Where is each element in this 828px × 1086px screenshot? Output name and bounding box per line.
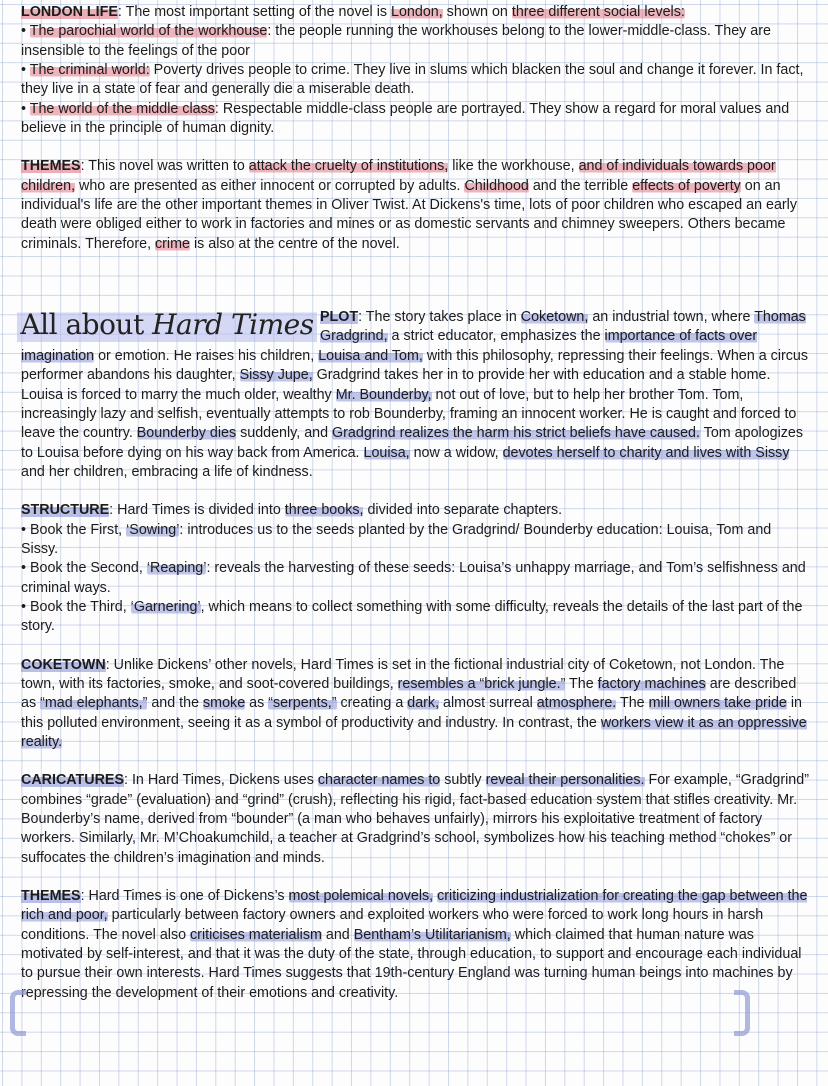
plot-paragraph: PLOT: The story takes place in Coketown, an industrial town, where Thomas Gradgrind, a strict educator, emphasizes the importance of facts over imagination or emotion. He raises his children, Louisa and Tom, with this philosophy, repressing their feelings. When a circus performer abandons his daughter, Sissy Jupe, Gradgrind takes her in to provide her with education and a stable home. Louisa is forced to marry the much older, wealthy Mr. Bounderby, not out of love, but to help her brother Tom. Tom, increasingly lazy and selfish, eventually attempts to rob Bounderby, framing an innocent worker. He is caught and forced to leave the country. Bounderby dies suddenly, and Gradgrind realizes the harm his strict beliefs have caused. Tom apologizes to Louisa before dying on his way back from America. Louisa, now a widow, devotes herself to charity and lives with Sissy and her children, embracing a life of kindness. bbox=[21, 309, 809, 480]
section-label: THEMES bbox=[21, 158, 81, 175]
section-label: PLOT bbox=[320, 309, 359, 326]
highlight: Thomas Gradgrind, bbox=[320, 309, 806, 345]
bullet-item: • The world of the middle class: Respectable middle-class people are portrayed. They show a regard for moral values and believe in the principle of human dignity. bbox=[21, 100, 790, 137]
highlight: Bounderby dies bbox=[136, 425, 237, 442]
highlight: factory machines bbox=[597, 675, 706, 692]
spacer bbox=[21, 482, 811, 501]
bullet-item: • The parochial world of the workhouse: the people running the workhouses belong to the lower-middle-class. They are insensible to the feelings of the poor bbox=[21, 23, 771, 59]
highlight: ‘Garnering’ bbox=[130, 598, 201, 615]
left-bracket-mark bbox=[10, 990, 26, 1036]
highlight: devotes herself to charity and lives with Sissy bbox=[502, 444, 790, 461]
section-label: THEMES bbox=[21, 888, 81, 905]
highlight: Bentham’s Utilitarianism, bbox=[353, 926, 511, 943]
bullet-item: • The criminal world: Poverty drives people to crime. They live in slums which blacken the soul and change it forever. In fact, they live in a state of fear and generally die a miserable death. bbox=[21, 62, 804, 98]
hard-times-themes-section: THEMES: Hard Times is one of Dickens’s most polemical novels, criticizing industrialization for creating the gap between the rich and poor, particularly between factory owners and exploited workers who were forced to work long hours in harsh conditions. The novel also criticises materialism and Bentham’s Utilitarianism, which claimed that human nature was motivated by self-interest, and that it was the duty of the state, through education, to support and encourage each individual to pursue their own interests. Hard Times suggests that 19th-century England was turning human beings into machines by repressing the development of their emotions and creativity. bbox=[21, 888, 808, 1001]
highlight: most polemical novels, bbox=[288, 888, 434, 905]
section-label: COKETOWN bbox=[21, 656, 106, 673]
highlight: smoke bbox=[203, 695, 246, 712]
highlight: ‘Reaping’ bbox=[146, 560, 207, 577]
highlight: criticizing industrialization for creating the gap between the rich and poor, bbox=[21, 888, 808, 924]
bullet-item: • Book the Second, ‘Reaping’: reveals the harvesting of these seeds: Louisa’s unhappy marriage, and Tom’s selfishness and criminal ways. bbox=[21, 560, 806, 596]
highlight: and of individuals towards poor children, bbox=[21, 158, 776, 194]
highlight: London, bbox=[391, 4, 443, 20]
highlight: Mr. Bounderby, bbox=[335, 386, 432, 403]
spacer bbox=[21, 138, 811, 157]
highlight: crime bbox=[155, 235, 190, 252]
highlight: criticises materialism bbox=[190, 926, 322, 943]
london-life-intro: LONDON LIFE: The most important setting of the novel is London, shown on three different social levels: bbox=[21, 4, 685, 20]
highlight: attack the cruelty of institutions, bbox=[248, 158, 449, 175]
london-life-section bbox=[21, 3, 811, 138]
highlight: Gradgrind realizes the harm his strict beliefs have caused. bbox=[332, 425, 700, 442]
highlight: Coketown, bbox=[520, 309, 589, 326]
highlight: The parochial world of the workhouse bbox=[29, 23, 268, 40]
section-label: LONDON LIFE bbox=[21, 4, 118, 20]
bullet-item: • Book the First, ‘Sowing’: introduces us to the seeds planted by the Gradgrind/ Bounderby education: Louisa, Tom and Sissy. bbox=[21, 521, 772, 557]
oliver-themes-section: THEMES: This novel was written to attack the cruelty of institutions, like the workhouse, and of individuals towards poor children, who are presented as either innocent or corrupted by adults. Childhood and the terrible effects of poverty on an individual's life are the other important themes in Oliver Twist. At Dickens's time, lots of poor children who escaped an early death were obliged either to work in factories and mines or as domestic servants and chimney sweepers. Others became criminals. Therefore, crime is also at the centre of the novel. bbox=[21, 158, 798, 252]
caricatures-section: CARICATURES: In Hard Times, Dickens uses character names to subtly reveal their personalities. For example, “Gradgrind” combines “grade” (evaluation) and “grind” (crush), reflecting his rigid, fact-based education system that stifles creativity. Mr. Bounderby’s name, derived from “bounder” (a man who behaves unfairly), mirrors his exploitative treatment of factory workers. Similarly, Mr. M’Choakumchild, a teacher at Gradgrind’s school, symbolizes how his teaching method “chokes” or suffocates the children’s imagination and minds. bbox=[21, 772, 809, 866]
hard-times-plot-section bbox=[21, 306, 811, 482]
highlight: workers view it as an oppressive reality. bbox=[21, 714, 807, 750]
coketown-section: COKETOWN: Unlike Dickens’ other novels, Hard Times is set in the fictional industrial city of Coketown, not London. The town, with its factories, smoke, and soot-covered buildings, resembles a “brick jungle.” The factory machines are described as “mad elephants,” and the smoke as “serpents,” creating a dark, almost surreal atmosphere. The mill owners take pride in this polluted environment, seeing it as a symbol of productivity and industry. In contrast, the workers view it as an oppressive reality. bbox=[21, 656, 807, 750]
highlight: The world of the middle class bbox=[29, 100, 215, 117]
highlight: Childhood bbox=[464, 177, 529, 194]
highlight: resembles a “brick jungle.” bbox=[397, 675, 566, 692]
highlight: character names to bbox=[317, 772, 441, 789]
highlight: reveal their personalities. bbox=[485, 772, 645, 789]
spacer bbox=[21, 868, 811, 887]
highlight: dark, bbox=[407, 695, 440, 712]
section-label: CARICATURES bbox=[21, 772, 124, 789]
structure-intro: STRUCTURE: Hard Times is divided into three books, divided into separate chapters. bbox=[21, 502, 563, 519]
highlight: ‘Sowing’ bbox=[126, 521, 180, 538]
highlight: “serpents,” bbox=[268, 695, 337, 712]
spacer bbox=[21, 752, 811, 771]
spacer bbox=[21, 280, 811, 306]
bullet-item: • Book the Third, ‘Garnering’, which means to collect something with some difficulty, reveals the details of the last part of the story. bbox=[21, 598, 803, 635]
spacer bbox=[21, 254, 811, 280]
notes-page bbox=[21, 3, 811, 1003]
right-bracket-mark bbox=[734, 990, 750, 1036]
highlight: Louisa, bbox=[363, 444, 410, 461]
hard-times-title: All about Hard Times bbox=[17, 306, 317, 342]
highlight: three different social levels: bbox=[511, 4, 685, 20]
highlight: “mad elephants,” bbox=[40, 695, 148, 712]
highlight: importance of facts over imagination bbox=[21, 328, 758, 364]
highlight: Sissy Jupe, bbox=[239, 367, 313, 384]
section-label: STRUCTURE bbox=[21, 502, 110, 519]
highlight: The criminal world: bbox=[29, 62, 150, 79]
highlight: atmosphere. bbox=[536, 695, 617, 712]
spacer bbox=[21, 637, 811, 656]
structure-section bbox=[21, 501, 811, 636]
highlight: Louisa and Tom, bbox=[318, 347, 423, 364]
highlight: effects of poverty bbox=[632, 177, 741, 194]
highlight: three books, bbox=[284, 502, 364, 519]
highlight: mill owners take pride bbox=[648, 695, 787, 712]
